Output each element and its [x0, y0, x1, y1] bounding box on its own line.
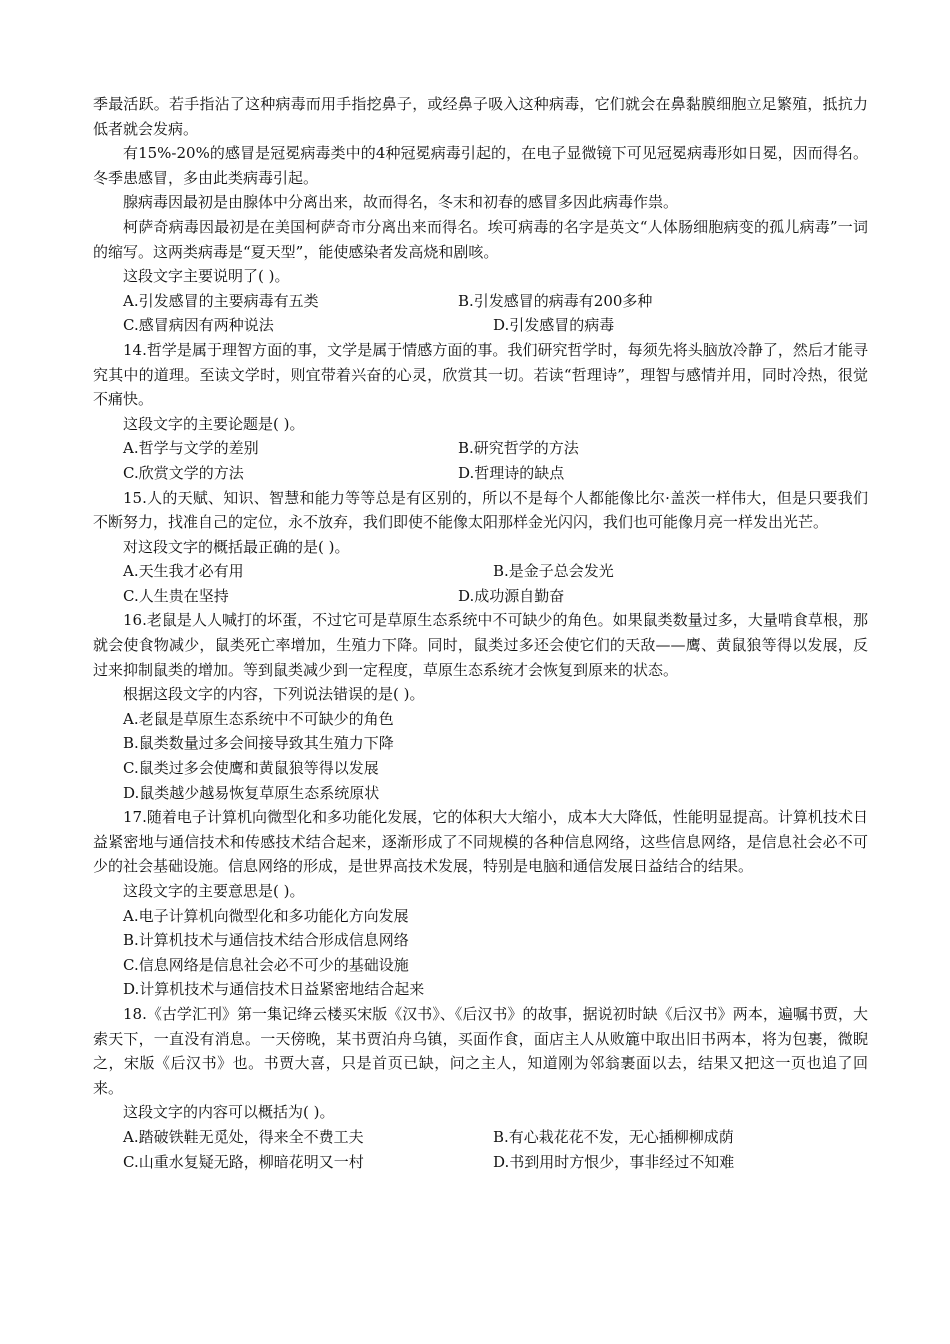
passage-paragraph: 有15%-20%的感冒是冠冕病毒类中的4种冠冕病毒引起的，在电子显微镜下可见冠冕病毒形如日冕，因而得名。冬季患感冒，多由此类病毒引起。	[93, 144, 868, 187]
question-15-text: 15.人的天赋、知识、智慧和能力等等总是有区别的，所以不是每个人都能像比尔·盖茨一样伟大，但是只要我们不断努力，找准自己的定位，永不放弃，我们即使不能像太阳那样金光闪闪，我们也可能像月亮一样发出光芒。	[93, 488, 868, 532]
option-b: B.引发感冒的病毒有200多种	[458, 291, 653, 310]
option-d: D.引发感冒的病毒	[493, 316, 615, 335]
option-b: B.有心栽花花不发，无心插柳柳成荫	[493, 1127, 734, 1146]
document-page	[93, 92, 868, 1174]
option-c: C.鼠类过多会使鹰和黄鼠狼等得以发展	[123, 759, 379, 778]
option-b: B.鼠类数量过多会间接导致其生殖力下降	[123, 734, 394, 753]
option-a: A.天生我才必有用	[123, 562, 244, 581]
option-a: A.老鼠是草原生态系统中不可缺少的角色	[123, 709, 394, 728]
question-18-text: 18.《古学汇刊》第一集记绛云楼买宋版《汉书》、《后汉书》的故事，据说初时缺《后汉书》两本，遍嘱书贾，大索天下，一直没有消息。一天傍晚，某书贾泊舟乌镇，买面作食，面店主人从败簏中取出旧书两本，将为包裹，微睨之，宋版《后汉书》也。书贾大喜，只是首页已缺，问之主人，知道刚为邻翁裹面以去，结果又把这一页也追了回来。	[93, 1004, 868, 1097]
question-16-text: 16.老鼠是人人喊打的坏蛋，不过它可是草原生态系统中不可缺少的角色。如果鼠类数量过多，大量啃食草根，那就会使食物减少，鼠类死亡率增加，生殖力下降。同时，鼠类过多还会使它们的天敌——鹰、黄鼠狼等得以发展，反过来抑制鼠类的增加。等到鼠类减少到一定程度，草原生态系统才会恢复到原来的状态。	[93, 611, 868, 679]
option-c: C.信息网络是信息社会必不可少的基础设施	[123, 955, 409, 974]
option-c: C.欣赏文学的方法	[123, 463, 244, 482]
option-a: A.电子计算机向微型化和多功能化方向发展	[123, 906, 409, 925]
option-d: D.哲理诗的缺点	[458, 463, 565, 482]
question-prompt: 这段文字主要说明了( )。	[123, 267, 290, 286]
answer-options	[93, 904, 868, 1002]
option-c: C.人生贵在坚持	[123, 586, 229, 605]
passage-paragraph: 腺病毒因最初是由腺体中分离出来，故而得名，冬末和初春的感冒多因此病毒作祟。	[123, 193, 679, 212]
option-a: A.哲学与文学的差别	[123, 439, 259, 458]
answer-options	[93, 289, 868, 338]
option-d: D.计算机技术与通信技术日益紧密地结合起来	[123, 980, 425, 999]
question-prompt: 这段文字的主要论题是( )。	[123, 414, 305, 433]
answer-options	[93, 436, 868, 485]
option-d: D.鼠类越少越易恢复草原生态系统原状	[123, 783, 380, 802]
option-b: B.是金子总会发光	[493, 562, 614, 581]
question-14-text: 14.哲学是属于理智方面的事，文学是属于情感方面的事。我们研究哲学时，每须先将头脑放冷静了，然后才能寻究其中的道理。至读文学时，则宜带着兴奋的心灵，欣赏其一切。若读“哲理诗”，理智与感情并用，同时冷热，很觉不痛快。	[93, 340, 868, 409]
question-17-text: 17.随着电子计算机向微型化和多功能化发展，它的体积大大缩小，成本大大降低，性能明显提高。计算机技术日益紧密地与通信技术和传感技术结合起来，逐渐形成了不同规模的各种信息网络，这些信息网络，是信息社会必不可少的社会基础设施。信息网络的形成，是世界高技术发展，特别是电脑和通信发展日益结合的结果。	[93, 808, 868, 876]
passage-paragraph: 柯萨奇病毒因最初是在美国柯萨奇市分离出来而得名。埃可病毒的名字是英文“人体肠细胞病变的孤儿病毒”一词的缩写。这两类病毒是“夏天型”，能使感染者发高烧和剧咳。	[93, 217, 868, 261]
option-c: C.感冒病因有两种说法	[123, 316, 274, 335]
question-prompt: 这段文字的内容可以概括为( )。	[123, 1103, 335, 1122]
answer-options	[93, 707, 868, 805]
passage-paragraph: 季最活跃。若手指沾了这种病毒而用手指挖鼻子，或经鼻子吸入这种病毒，它们就会在鼻黏膜细胞立足繁殖，抵抗力低者就会发病。	[93, 95, 868, 138]
question-prompt: 对这段文字的概括最正确的是( )。	[123, 537, 350, 556]
option-c: C.山重水复疑无路，柳暗花明又一村	[123, 1152, 364, 1171]
option-d: D.成功源自勤奋	[458, 586, 565, 605]
option-d: D.书到用时方恨少，事非经过不知难	[493, 1152, 735, 1171]
option-b: B.研究哲学的方法	[458, 439, 579, 458]
question-prompt: 这段文字的主要意思是( )。	[123, 882, 305, 900]
option-a: A.引发感冒的主要病毒有五类	[123, 291, 319, 310]
option-b: B.计算机技术与通信技术结合形成信息网络	[123, 931, 409, 950]
question-prompt: 根据这段文字的内容，下列说法错误的是( )。	[123, 685, 425, 704]
answer-options	[93, 559, 868, 608]
answer-options	[93, 1125, 868, 1174]
option-a: A.踏破铁鞋无觅处，得来全不费工夫	[123, 1127, 364, 1146]
